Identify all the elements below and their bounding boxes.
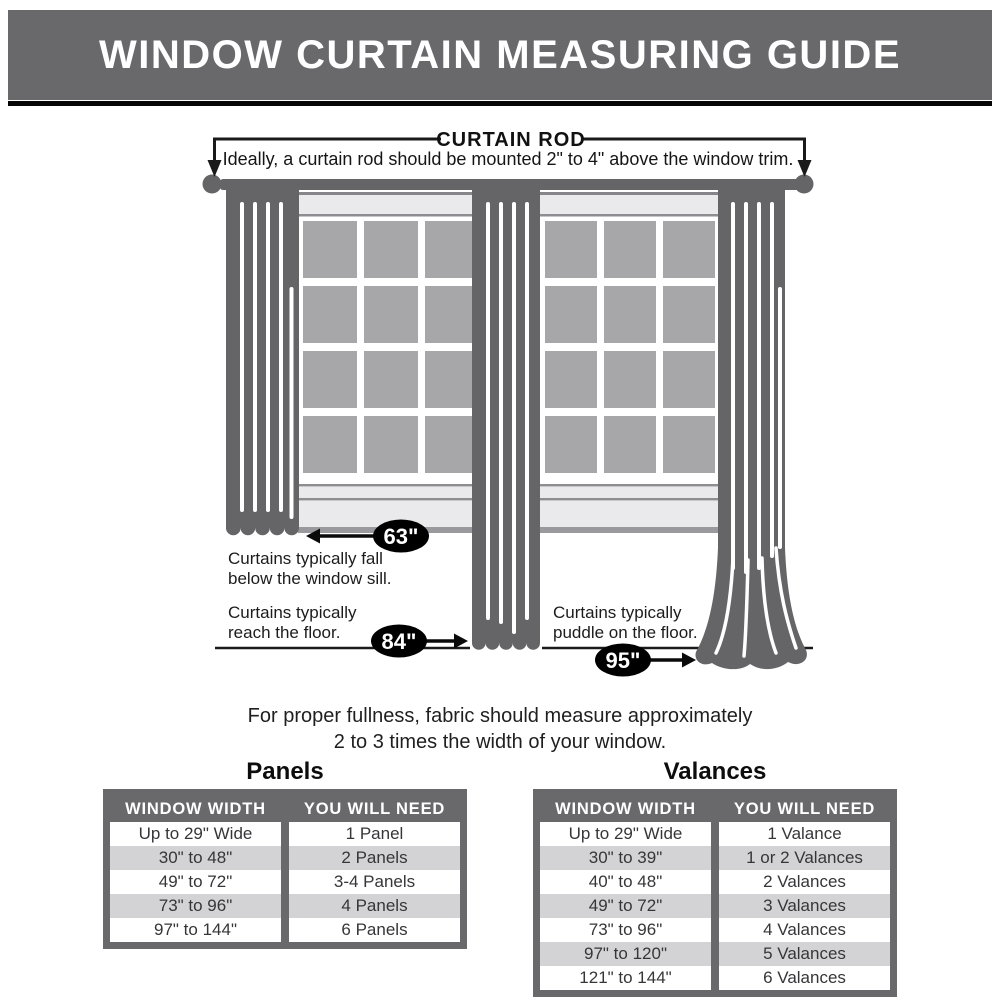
- table-cell: 121" to 144": [540, 966, 711, 990]
- floor-caption: [228, 603, 357, 642]
- svg-text:63": 63": [383, 524, 419, 549]
- table-cell: 1 Panel: [289, 822, 460, 846]
- table-cell: 30" to 48": [110, 846, 281, 870]
- panels-table-title: Panels: [246, 758, 324, 785]
- table-cell: 4 Valances: [719, 918, 890, 942]
- curtain-floor-length: [470, 181, 542, 652]
- svg-text:Curtains typically: Curtains typically: [228, 603, 357, 622]
- svg-text:84": 84": [381, 629, 417, 654]
- svg-text:Curtains typically fall: Curtains typically fall: [228, 549, 383, 568]
- puddle-caption: [553, 603, 698, 642]
- fullness-line-1: For proper fullness, fabric should measure approximately: [247, 705, 753, 727]
- column-divider: [281, 796, 289, 822]
- table-cell: 5 Valances: [719, 942, 890, 966]
- valances-table: [533, 789, 897, 997]
- table-cell: 1 or 2 Valances: [719, 846, 890, 870]
- rod-finial-right: [795, 175, 814, 194]
- svg-text:reach the floor.: reach the floor.: [228, 623, 341, 642]
- svg-text:Curtains typically: Curtains typically: [553, 603, 682, 622]
- table-cell: 6 Panels: [289, 918, 460, 942]
- table-cell: 2 Valances: [719, 870, 890, 894]
- measurement-badge-84: [371, 625, 468, 658]
- table-cell: 73" to 96": [540, 918, 711, 942]
- table-cell: 40" to 48": [540, 870, 711, 894]
- table-cell: 2 Panels: [289, 846, 460, 870]
- panels-table-block: [103, 758, 467, 949]
- bracket-arrow-left: [208, 160, 222, 177]
- table-cell: 49" to 72": [110, 870, 281, 894]
- valances-table-title: Valances: [663, 758, 767, 785]
- table-cell: 3 Valances: [719, 894, 890, 918]
- curtain-sill-length: [226, 181, 299, 536]
- column-header: YOU WILL NEED: [719, 796, 890, 822]
- table-cell: Up to 29" Wide: [110, 822, 281, 846]
- fullness-line-2: 2 to 3 times the width of your window.: [333, 731, 667, 753]
- svg-text:95": 95": [605, 648, 641, 673]
- column-header: YOU WILL NEED: [289, 796, 460, 822]
- svg-text:below the window sill.: below the window sill.: [228, 569, 392, 588]
- table-cell: 73" to 96": [110, 894, 281, 918]
- column-header: WINDOW WIDTH: [110, 796, 281, 822]
- table-cell: 97" to 120": [540, 942, 711, 966]
- curtain-rod-label: CURTAIN ROD: [436, 129, 586, 151]
- table-cell: 4 Panels: [289, 894, 460, 918]
- arrow-right-icon: [454, 634, 468, 649]
- table-cell: 3-4 Panels: [289, 870, 460, 894]
- column-divider: [711, 796, 719, 822]
- page-title: WINDOW CURTAIN MEASURING GUIDE: [99, 32, 901, 77]
- valances-table-block: [533, 758, 897, 997]
- table-cell: 30" to 39": [540, 846, 711, 870]
- rod-mounting-note: Ideally, a curtain rod should be mounted 2" to 4" above the window trim.: [222, 149, 794, 169]
- panels-table: [103, 789, 467, 949]
- table-cell: 97" to 144": [110, 918, 281, 942]
- table-cell: 49" to 72": [540, 894, 711, 918]
- rod-finial-left: [203, 175, 222, 194]
- bracket-arrow-right: [798, 160, 812, 177]
- table-cell: 6 Valances: [719, 966, 890, 990]
- curtain-puddle: [695, 548, 806, 669]
- table-cell: Up to 29" Wide: [540, 822, 711, 846]
- arrow-right-icon: [682, 653, 696, 668]
- fullness-note: [0, 703, 1000, 755]
- column-header: WINDOW WIDTH: [540, 796, 711, 822]
- sill-caption: [228, 549, 391, 588]
- svg-text:puddle on the floor.: puddle on the floor.: [553, 623, 698, 642]
- table-cell: 1 Valance: [719, 822, 890, 846]
